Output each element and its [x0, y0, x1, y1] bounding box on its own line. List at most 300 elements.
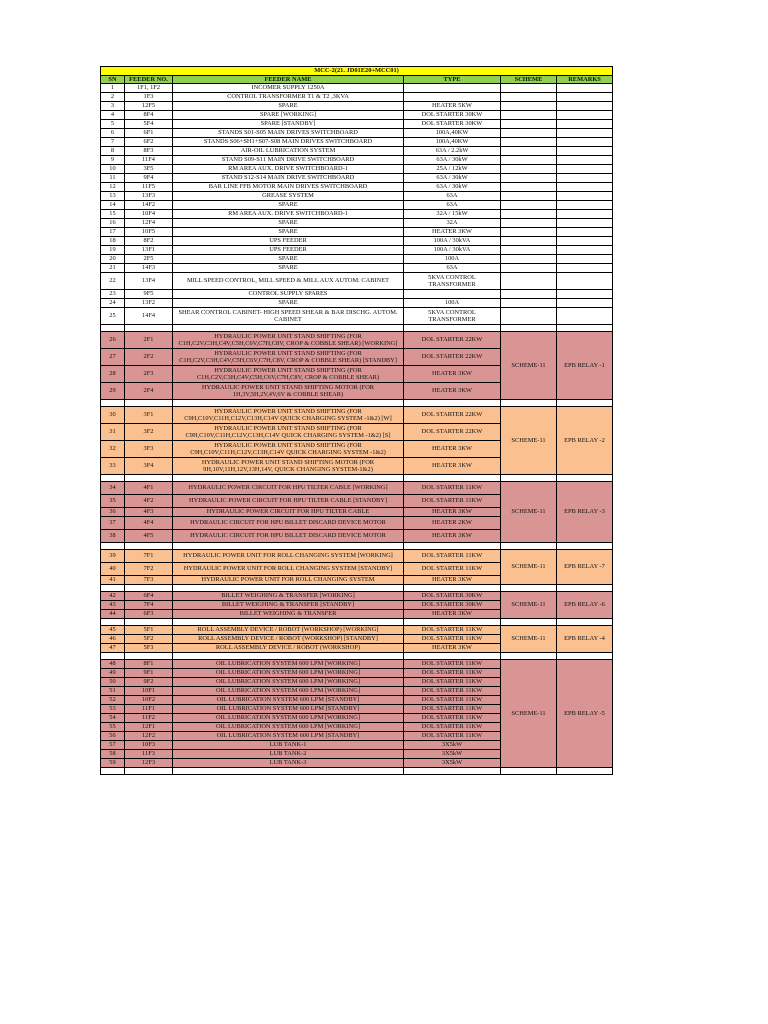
feeder-name-cell: HYDRAULIC POWER UNIT STAND SHIFTING (FOR C1H,C2V,C3H,C4V,C5H,C6V,C7H,C8V, CROP & COBBLE SHEAR) [WORKING] [173, 332, 404, 349]
feeder-name-cell: BILLET WEIGHING & TRANSFER [STANDBY] [173, 601, 404, 610]
type-cell: DOL STARTER 11KW [404, 723, 501, 732]
feeder-no-cell: 6F4 [125, 592, 173, 601]
type-cell: DOL STARTER 11KW [404, 705, 501, 714]
sn-cell: 9 [101, 156, 125, 165]
spacer-cell [404, 475, 501, 482]
feeder-table [100, 66, 613, 775]
sn-cell: 42 [101, 592, 125, 601]
type-cell: DOL STARTER 11KW [404, 678, 501, 687]
spacer-row [101, 400, 613, 407]
type-cell: 32A / 15kW [404, 210, 501, 219]
sn-cell: 39 [101, 550, 125, 563]
scheme-cell [501, 84, 557, 93]
type-cell: DOL STARTER 30KW [404, 120, 501, 129]
table-row [101, 332, 613, 349]
type-cell: DOL STARTER 30KW [404, 111, 501, 120]
sn-cell: 10 [101, 165, 125, 174]
sn-cell: 1 [101, 84, 125, 93]
type-cell: 63A / 2.2kW [404, 147, 501, 156]
table-row [101, 84, 613, 93]
type-cell: HEATER 3KW [404, 458, 501, 475]
spacer-cell [404, 619, 501, 626]
feeder-name-cell: ROLL ASSEMBLY DEVICE / ROBOT (WORKSHOP) [WORKING] [173, 626, 404, 635]
sn-cell: 18 [101, 237, 125, 246]
feeder-no-cell: 11F3 [125, 750, 173, 759]
feeder-name-cell: GREASE SYSTEM [173, 192, 404, 201]
type-cell: HEATER 3KW [404, 383, 501, 400]
sn-cell: 28 [101, 366, 125, 383]
scheme-cell [501, 129, 557, 138]
feeder-no-cell: 11F2 [125, 714, 173, 723]
spacer-cell [101, 400, 125, 407]
sn-cell: 20 [101, 255, 125, 264]
sn-cell: 34 [101, 482, 125, 495]
feeder-name-cell: SPARE [STANDBY] [173, 120, 404, 129]
feeder-no-cell: 12F1 [125, 723, 173, 732]
table-row [101, 201, 613, 210]
spacer-cell [101, 653, 125, 660]
remarks-cell [557, 165, 613, 174]
feeder-name-cell: STAND S12-S14 MAIN DRIVE SWITCHBOARD [173, 174, 404, 183]
remarks-cell [557, 183, 613, 192]
scheme-cell [501, 273, 557, 290]
type-cell [404, 84, 501, 93]
sn-cell: 36 [101, 508, 125, 517]
remarks-cell [557, 255, 613, 264]
sn-cell: 22 [101, 273, 125, 290]
spacer-row [101, 768, 613, 775]
feeder-name-cell: ROLL ASSEMBLY DEVICE / ROBOT (WORKSHOP) [173, 644, 404, 653]
spacer-cell [404, 768, 501, 775]
type-cell: DOL STARTER 11KW [404, 669, 501, 678]
type-cell: 25A / 12kW [404, 165, 501, 174]
spacer-row [101, 619, 613, 626]
scheme-cell [501, 174, 557, 183]
feeder-no-cell: 13F1 [125, 246, 173, 255]
scheme-cell [501, 264, 557, 273]
type-cell: DOL STARTER 11KW [404, 563, 501, 576]
type-cell [404, 93, 501, 102]
feeder-name-cell: HYDRAULIC POWER UNIT FOR ROLL CHANGING SYSTEM [173, 576, 404, 585]
table-row [101, 111, 613, 120]
table-row [101, 219, 613, 228]
sn-cell: 27 [101, 349, 125, 366]
remarks-cell: EPB RELAY -7 [557, 550, 613, 585]
spacer-cell [101, 585, 125, 592]
sn-cell: 54 [101, 714, 125, 723]
spacer-cell [501, 619, 557, 626]
feeder-no-cell: 13F4 [125, 273, 173, 290]
type-cell: 63A [404, 192, 501, 201]
table-row [101, 246, 613, 255]
sn-cell: 45 [101, 626, 125, 635]
spacer-cell [501, 475, 557, 482]
type-cell: HEATER 3KW [404, 228, 501, 237]
type-cell: HEATER 5KW [404, 102, 501, 111]
remarks-cell: EPB RELAY -6 [557, 592, 613, 619]
remarks-cell [557, 120, 613, 129]
feeder-name-cell: HYDRAULIC CIRCUIT FOR HPU BILLET DISCARD DEVICE MOTOR [173, 517, 404, 530]
spacer-cell [101, 543, 125, 550]
spacer-row [101, 325, 613, 332]
spacer-cell [557, 653, 613, 660]
type-cell: HEATER 3KW [404, 508, 501, 517]
sn-cell: 2 [101, 93, 125, 102]
sn-cell: 31 [101, 424, 125, 441]
spacer-cell [125, 475, 173, 482]
spacer-cell [173, 768, 404, 775]
sn-cell: 15 [101, 210, 125, 219]
type-cell: 3X5kW [404, 741, 501, 750]
sn-cell: 49 [101, 669, 125, 678]
spacer-cell [404, 653, 501, 660]
type-cell: HEATER 3KW [404, 576, 501, 585]
feeder-no-cell: 1F3 [125, 93, 173, 102]
header-scheme: SCHEME [501, 75, 557, 84]
sn-cell: 44 [101, 610, 125, 619]
remarks-cell [557, 84, 613, 93]
type-cell: 100A [404, 255, 501, 264]
scheme-cell [501, 246, 557, 255]
feeder-name-cell: HYDRAULIC POWER UNIT FOR ROLL CHANGING SYSTEM [WORKING] [173, 550, 404, 563]
spacer-cell [125, 400, 173, 407]
feeder-name-cell: HYDRAULIC POWER UNIT STAND SHIFTING (FOR C9H,C10V,C11H,C12V,C13H,C14V QUICK CHARGING SYSTEM -1&2) [S] [173, 424, 404, 441]
type-cell: 63A / 30kW [404, 156, 501, 165]
feeder-no-cell: 7F2 [125, 563, 173, 576]
sn-cell: 11 [101, 174, 125, 183]
sn-cell: 29 [101, 383, 125, 400]
sn-cell: 57 [101, 741, 125, 750]
header-type: TYPE [404, 75, 501, 84]
scheme-cell: SCHEME-11 [501, 482, 557, 543]
sn-cell: 13 [101, 192, 125, 201]
table-row [101, 264, 613, 273]
feeder-name-cell: HYDRAULIC CIRCUIT FOR HPU BILLET DISCARD DEVICE MOTOR [173, 530, 404, 543]
spacer-cell [173, 653, 404, 660]
type-cell: 63A [404, 201, 501, 210]
scheme-cell [501, 138, 557, 147]
scheme-cell [501, 102, 557, 111]
spacer-cell [404, 585, 501, 592]
feeder-name-cell: CONTROL TRANSFORMER T1 & T2 ,3KVA [173, 93, 404, 102]
remarks-cell [557, 290, 613, 299]
type-cell: DOL STARTER 11KW [404, 714, 501, 723]
sn-cell: 47 [101, 644, 125, 653]
scheme-cell [501, 156, 557, 165]
sn-cell: 41 [101, 576, 125, 585]
sn-cell: 38 [101, 530, 125, 543]
feeder-no-cell: 4F5 [125, 530, 173, 543]
scheme-cell [501, 210, 557, 219]
type-cell: DOL STARTER 22KW [404, 424, 501, 441]
remarks-cell: EPB RELAY -3 [557, 482, 613, 543]
sn-cell: 7 [101, 138, 125, 147]
table-row [101, 183, 613, 192]
type-cell: DOL STARTER 30KW [404, 601, 501, 610]
sn-cell: 35 [101, 495, 125, 508]
table-row [101, 120, 613, 129]
feeder-no-cell: 2F3 [125, 366, 173, 383]
feeder-no-cell: 5F2 [125, 635, 173, 644]
feeder-name-cell: OIL LUBRICATION SYSTEM 600 LPM [WORKING] [173, 714, 404, 723]
feeder-name-cell: UPS FEEDER [173, 246, 404, 255]
type-cell: DOL STARTER 11KW [404, 687, 501, 696]
scheme-cell [501, 255, 557, 264]
sn-cell: 55 [101, 723, 125, 732]
table-row [101, 174, 613, 183]
sn-cell: 17 [101, 228, 125, 237]
header-feeder-no: FEEDER NO. [125, 75, 173, 84]
spacer-cell [101, 475, 125, 482]
feeder-no-cell: 6F2 [125, 138, 173, 147]
remarks-cell [557, 156, 613, 165]
feeder-no-cell: 1F1, 1F2 [125, 84, 173, 93]
feeder-name-cell: SPARE [173, 201, 404, 210]
feeder-name-cell: SPARE [173, 264, 404, 273]
table-row [101, 228, 613, 237]
feeder-no-cell: 11F1 [125, 705, 173, 714]
feeder-no-cell: 7F3 [125, 576, 173, 585]
scheme-cell: SCHEME-11 [501, 407, 557, 475]
scheme-cell [501, 299, 557, 308]
type-cell: 100A / 30kVA [404, 237, 501, 246]
feeder-no-cell: 7F4 [125, 601, 173, 610]
sn-cell: 56 [101, 732, 125, 741]
feeder-name-cell: CONTROL SUPPLY SPARES [173, 290, 404, 299]
spacer-row [101, 585, 613, 592]
feeder-no-cell: 13F2 [125, 299, 173, 308]
type-cell: DOL STARTER 11KW [404, 732, 501, 741]
spacer-cell [404, 543, 501, 550]
spacer-cell [101, 325, 125, 332]
sn-cell: 33 [101, 458, 125, 475]
feeder-no-cell: 5F4 [125, 120, 173, 129]
table-row [101, 626, 613, 635]
feeder-no-cell: 9F4 [125, 174, 173, 183]
remarks-cell: EPB RELAY -5 [557, 660, 613, 768]
table-row [101, 156, 613, 165]
table-row [101, 237, 613, 246]
feeder-name-cell: LUB TANK-2 [173, 750, 404, 759]
spacer-cell [501, 653, 557, 660]
type-cell: DOL STARTER 11KW [404, 635, 501, 644]
feeder-no-cell: 8F1 [125, 660, 173, 669]
scheme-cell: SCHEME-11 [501, 626, 557, 653]
feeder-name-cell: SPARE [WORKING] [173, 111, 404, 120]
table-row [101, 165, 613, 174]
type-cell: HEATER 3KW [404, 644, 501, 653]
feeder-no-cell: 14F4 [125, 308, 173, 325]
spacer-cell [557, 619, 613, 626]
scheme-cell [501, 290, 557, 299]
type-cell: DOL STARTER 22KW [404, 349, 501, 366]
table-row [101, 210, 613, 219]
feeder-no-cell: 8F4 [125, 111, 173, 120]
scheme-cell: SCHEME-11 [501, 660, 557, 768]
type-cell: HEATER 3KW [404, 441, 501, 458]
type-cell: 32A [404, 219, 501, 228]
sn-cell: 37 [101, 517, 125, 530]
sn-cell: 43 [101, 601, 125, 610]
feeder-name-cell: BILLET WEIGHING & TRANSFER [WORKING] [173, 592, 404, 601]
remarks-cell [557, 219, 613, 228]
type-cell: HEATER 3KW [404, 610, 501, 619]
type-cell: DOL STARTER 11KW [404, 660, 501, 669]
remarks-cell [557, 273, 613, 290]
remarks-cell [557, 129, 613, 138]
type-cell: 100A,40KW [404, 138, 501, 147]
spacer-cell [173, 619, 404, 626]
table-row [101, 102, 613, 111]
type-cell: 3X5kW [404, 759, 501, 768]
feeder-name-cell: HYDRAULIC POWER CIRCUIT FOR HPU TILTER CABLE [173, 508, 404, 517]
sn-cell: 58 [101, 750, 125, 759]
feeder-no-cell: 12F3 [125, 759, 173, 768]
feeder-name-cell: OIL LUBRICATION SYSTEM 600 LPM [WORKING] [173, 687, 404, 696]
scheme-cell [501, 219, 557, 228]
feeder-no-cell: 3F1 [125, 407, 173, 424]
spacer-cell [125, 585, 173, 592]
remarks-cell [557, 102, 613, 111]
feeder-name-cell: BILLET WEIGHING & TRANSFER [173, 610, 404, 619]
feeder-no-cell: 3F3 [125, 441, 173, 458]
spacer-cell [501, 400, 557, 407]
feeder-no-cell: 3F5 [125, 165, 173, 174]
feeder-name-cell: BAR LINE FFB MOTOR MAIN DRIVES SWITCHBOARD [173, 183, 404, 192]
feeder-name-cell: AIR-OIL LUBRICATION SYSTEM [173, 147, 404, 156]
feeder-name-cell: OIL LUBRICATION SYSTEM 600 LPM [STANDBY] [173, 705, 404, 714]
scheme-cell [501, 147, 557, 156]
spacer-cell [173, 475, 404, 482]
sn-cell: 26 [101, 332, 125, 349]
spacer-cell [501, 768, 557, 775]
type-cell: DOL STARTER 11KW [404, 482, 501, 495]
sn-cell: 24 [101, 299, 125, 308]
type-cell: 63A [404, 264, 501, 273]
feeder-no-cell: 4F4 [125, 517, 173, 530]
type-cell: DOL STARTER 22KW [404, 407, 501, 424]
header-sn: SN [101, 75, 125, 84]
table-row [101, 407, 613, 424]
type-cell: 5KVA CONTROL TRANSFORMER [404, 273, 501, 290]
feeder-no-cell: 9F1 [125, 669, 173, 678]
scheme-cell [501, 111, 557, 120]
remarks-cell [557, 192, 613, 201]
feeder-no-cell: 2F1 [125, 332, 173, 349]
sn-cell: 46 [101, 635, 125, 644]
remarks-cell [557, 210, 613, 219]
sn-cell: 40 [101, 563, 125, 576]
feeder-no-cell: 5F3 [125, 644, 173, 653]
feeder-name-cell: ROLL ASSEMBLY DEVICE / ROBOT (WORKSHOP) [STANDBY] [173, 635, 404, 644]
type-cell: HEATER 2KW [404, 517, 501, 530]
feeder-name-cell: SPARE [173, 255, 404, 264]
feeder-no-cell: 13F3 [125, 192, 173, 201]
spacer-cell [173, 585, 404, 592]
spacer-cell [557, 475, 613, 482]
feeder-name-cell: HYDRAULIC POWER UNIT STAND SHIFTING MOTOR (FOR 9H,10V,11H,12V,13H,14V, QUICK CHANGING SYSTEM-1&2) [173, 458, 404, 475]
remarks-cell [557, 111, 613, 120]
feeder-no-cell: 8F3 [125, 147, 173, 156]
feeder-no-cell: 4F2 [125, 495, 173, 508]
table-row [101, 660, 613, 669]
sn-cell: 30 [101, 407, 125, 424]
sn-cell: 16 [101, 219, 125, 228]
table-row [101, 299, 613, 308]
table-row [101, 255, 613, 264]
sn-cell: 8 [101, 147, 125, 156]
spacer-cell [557, 325, 613, 332]
sn-cell: 21 [101, 264, 125, 273]
feeder-no-cell: 10F2 [125, 696, 173, 705]
scheme-cell [501, 165, 557, 174]
feeder-name-cell: HYDRAULIC POWER CIRCUIT FOR HPU TILTER CABLE [STANDBY] [173, 495, 404, 508]
feeder-name-cell: RM AREA AUX. DRIVE SWITCHBOARD-1 [173, 210, 404, 219]
feeder-name-cell: LUB TANK-3 [173, 759, 404, 768]
header-feeder-name: FEEDER NAME [173, 75, 404, 84]
feeder-name-cell: INCOMER SUPPLY 1250A [173, 84, 404, 93]
remarks-cell [557, 93, 613, 102]
sn-cell: 5 [101, 120, 125, 129]
feeder-name-cell: UPS FEEDER [173, 237, 404, 246]
table-row [101, 138, 613, 147]
feeder-no-cell: 12F2 [125, 732, 173, 741]
feeder-no-cell: 12F5 [125, 102, 173, 111]
remarks-cell [557, 174, 613, 183]
type-cell: 100A [404, 299, 501, 308]
remarks-cell: EPB RELAY -4 [557, 626, 613, 653]
remarks-cell [557, 299, 613, 308]
feeder-no-cell: 9F2 [125, 678, 173, 687]
type-cell: 63A / 30kW [404, 174, 501, 183]
type-cell: HEATER 3KW [404, 530, 501, 543]
feeder-no-cell: 10F1 [125, 687, 173, 696]
feeder-name-cell: OIL LUBRICATION SYSTEM 600 LPM [WORKING] [173, 723, 404, 732]
remarks-cell: EPB RELAY -1 [557, 332, 613, 400]
feeder-schedule-sheet [100, 66, 613, 775]
spacer-cell [557, 585, 613, 592]
feeder-name-cell: OIL LUBRICATION SYSTEM 600 LPM [WORKING] [173, 669, 404, 678]
feeder-no-cell: 2F2 [125, 349, 173, 366]
feeder-no-cell: 5F1 [125, 626, 173, 635]
sn-cell: 14 [101, 201, 125, 210]
feeder-name-cell: HYDRAULIC POWER UNIT STAND SHIFTING (FOR C9H,C10V,C11H,C12V,C13H,C14V QUICK CHARGING SYSTEM -1&2) [173, 441, 404, 458]
scheme-cell [501, 228, 557, 237]
sn-cell: 19 [101, 246, 125, 255]
spacer-cell [125, 619, 173, 626]
spacer-row [101, 653, 613, 660]
scheme-cell [501, 183, 557, 192]
sheet-title: MCC-2(21. JD01E20+MCC01) [101, 67, 613, 76]
table-row [101, 273, 613, 290]
feeder-name-cell: SPARE [173, 299, 404, 308]
remarks-cell [557, 308, 613, 325]
sn-cell: 51 [101, 687, 125, 696]
feeder-name-cell: HYDRAULIC POWER UNIT FOR ROLL CHANGING SYSTEM [STANDBY] [173, 563, 404, 576]
spacer-cell [125, 325, 173, 332]
type-cell: DOL STARTER 11KW [404, 626, 501, 635]
feeder-name-cell: OIL LUBRICATION SYSTEM 600 LPM [STANDBY] [173, 696, 404, 705]
table-row [101, 308, 613, 325]
spacer-cell [173, 543, 404, 550]
feeder-name-cell: SPARE [173, 228, 404, 237]
feeder-name-cell: SHEAR CONTROL CABINET- HIGH SPEED SHEAR & BAR DISCHG. AUTOM. CABINET [173, 308, 404, 325]
spacer-cell [404, 325, 501, 332]
sn-cell: 23 [101, 290, 125, 299]
feeder-name-cell: SPARE [173, 102, 404, 111]
type-cell: DOL STARTER 22KW [404, 332, 501, 349]
table-row [101, 147, 613, 156]
